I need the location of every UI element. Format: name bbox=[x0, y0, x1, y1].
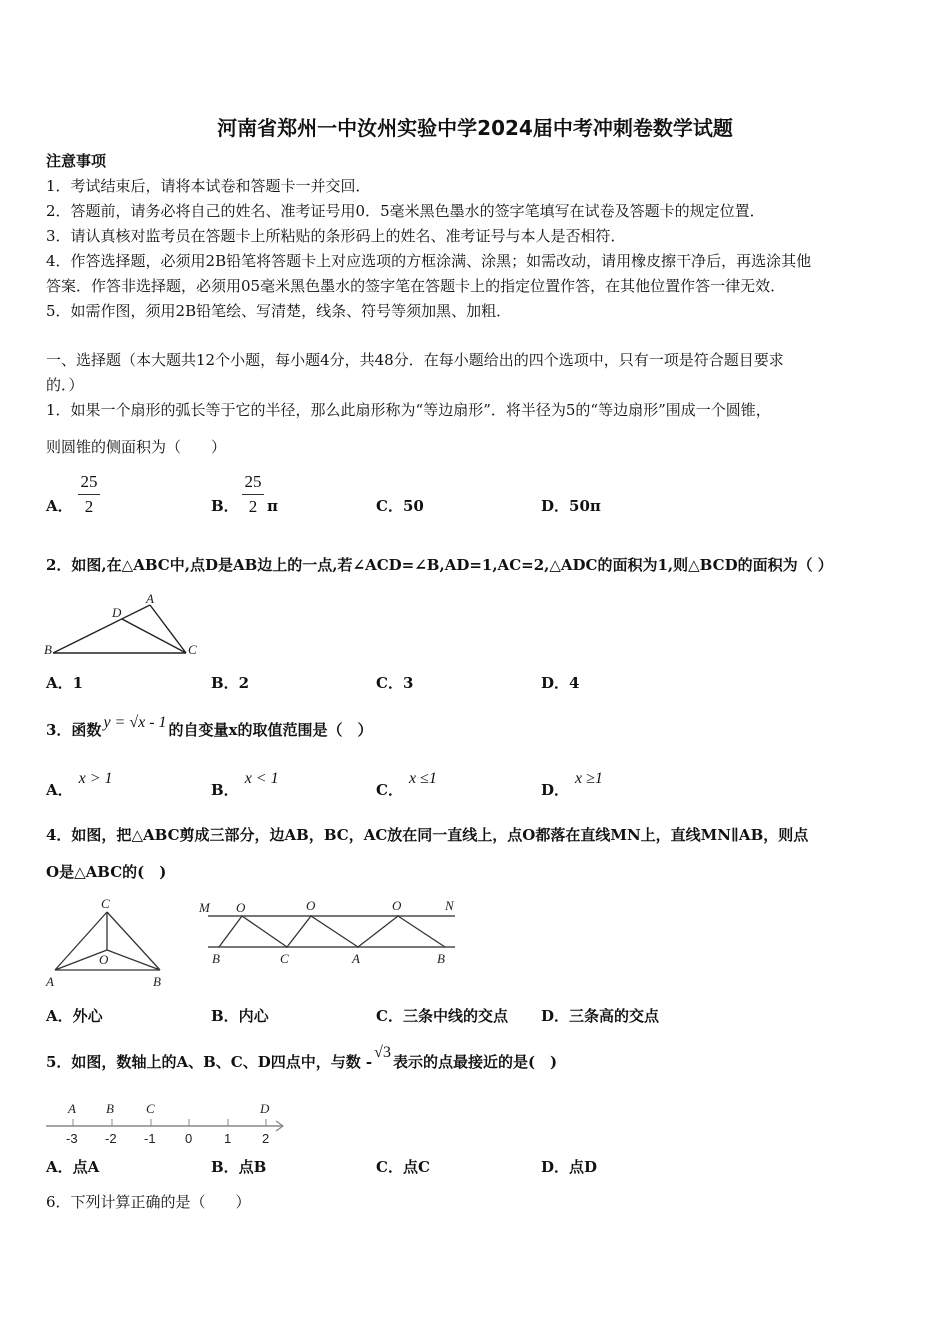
tick-label: -1 bbox=[144, 1131, 156, 1146]
label-o: O bbox=[236, 900, 246, 915]
label-c: C bbox=[101, 896, 110, 911]
q5-prefix: 5．如图，数轴上的A、B、C、D四点中，与数 - bbox=[46, 1053, 373, 1071]
notes-heading: 注意事项 bbox=[46, 152, 107, 170]
q5-number-line bbox=[40, 1095, 300, 1150]
question-3 bbox=[46, 714, 373, 741]
q3-option-b bbox=[211, 770, 279, 801]
option-value: x ≥1 bbox=[575, 770, 603, 787]
q4-option-a: A．外心 bbox=[46, 1007, 103, 1025]
label-b: B bbox=[212, 951, 220, 966]
q3-suffix: 的自变量x的取值范围是（ ） bbox=[168, 721, 373, 739]
question-4-cont: O是△ABC的( ) bbox=[46, 863, 167, 881]
option-letter: D． bbox=[541, 781, 570, 799]
q4-line-figure bbox=[190, 890, 470, 980]
tick-label: -3 bbox=[66, 1131, 78, 1146]
q1-option-c: C．50 bbox=[376, 497, 424, 515]
q3-formula: y = √x - 1 bbox=[103, 714, 167, 731]
q5-suffix: 表示的点最接近的是( ) bbox=[392, 1053, 558, 1071]
q2-option-d: D．4 bbox=[541, 674, 580, 692]
q3-option-a bbox=[46, 770, 113, 801]
point-c: C bbox=[146, 1101, 155, 1116]
q5-option-c: C．点C bbox=[376, 1158, 430, 1176]
label-b: B bbox=[437, 951, 445, 966]
q2-option-a: A．1 bbox=[46, 674, 84, 692]
numerator: 25 bbox=[80, 472, 98, 491]
tick-label: -2 bbox=[105, 1131, 117, 1146]
option-value: x < 1 bbox=[244, 770, 279, 787]
label-o: O bbox=[392, 898, 402, 913]
label-c: C bbox=[280, 951, 289, 966]
label-b: B bbox=[44, 642, 52, 657]
tick-label: 2 bbox=[262, 1131, 270, 1146]
q5-radical: √3 bbox=[374, 1044, 391, 1061]
point-a: A bbox=[68, 1101, 76, 1116]
label-a: A bbox=[146, 591, 154, 606]
q1-option-b: B． bbox=[211, 497, 239, 515]
note-item: 1．考试结束后，请将本试卷和答题卡一并交回． bbox=[46, 177, 371, 195]
q4-triangle-figure bbox=[40, 890, 180, 990]
note-item: 5．如需作图，须用2B铅笔绘、写清楚，线条、符号等须加黑、加粗． bbox=[46, 302, 512, 320]
label-o: O bbox=[306, 898, 316, 913]
option-value: x ≤1 bbox=[408, 770, 437, 787]
note-item: 答案．作答非选择题，必须用05毫米黑色墨水的签字笔在答题卡上的指定位置作答，在其他位置作答一律无效． bbox=[46, 277, 786, 295]
option-letter: B． bbox=[211, 781, 239, 799]
point-d: D bbox=[260, 1101, 270, 1116]
denominator: 2 bbox=[84, 497, 94, 516]
q4-option-c: C．三条中线的交点 bbox=[376, 1007, 508, 1025]
note-item: 3．请认真核对监考员在答题卡上所粘贴的条形码上的姓名、准考证号与本人是否相符． bbox=[46, 227, 626, 245]
label-b: B bbox=[153, 974, 161, 989]
label-c: C bbox=[188, 642, 197, 657]
option-letter: A． bbox=[46, 781, 73, 799]
tick-label: 0 bbox=[185, 1131, 193, 1146]
question-4: 4．如图，把△ABC剪成三部分，边AB，BC，AC放在同一直线上，点O都落在直线MN上，直线MN∥AB，则点 bbox=[46, 826, 809, 844]
q5-option-d: D．点D bbox=[541, 1158, 598, 1176]
q2-option-b: B．2 bbox=[211, 674, 250, 692]
q5-option-a: A．点A bbox=[46, 1158, 100, 1176]
tick-label: 1 bbox=[224, 1131, 232, 1146]
option-value: x > 1 bbox=[78, 770, 113, 787]
page-title: 河南省郑州一中汝州实验中学2024届中考冲刺卷数学试题 bbox=[217, 116, 733, 140]
q4-option-b: B．内心 bbox=[211, 1007, 269, 1025]
label-n: N bbox=[445, 898, 454, 913]
q4-option-d: D．三条高的交点 bbox=[541, 1007, 660, 1025]
denominator: 2 bbox=[248, 497, 258, 516]
point-b: B bbox=[106, 1101, 114, 1116]
q1-fraction-a bbox=[78, 472, 100, 517]
q3-option-d bbox=[541, 770, 603, 801]
q2-option-c: C．3 bbox=[376, 674, 414, 692]
q3-option-c bbox=[376, 770, 437, 801]
q1-fraction-b bbox=[242, 472, 264, 517]
option-letter: C． bbox=[376, 781, 403, 799]
label-a: A bbox=[352, 951, 360, 966]
fraction-bar bbox=[78, 494, 100, 495]
q1-pi: π bbox=[267, 497, 278, 515]
question-2: 2．如图,在△ABC中,点D是AB边上的一点,若∠ACD=∠B,AD=1,AC=2,△ADC的面积为1,则△BCD的面积为（ ） bbox=[46, 556, 833, 574]
section-heading-cont: 的．） bbox=[46, 376, 84, 394]
label-a: A bbox=[46, 974, 54, 989]
q1-option-d: D．50π bbox=[541, 497, 601, 515]
question-1-cont: 则圆锥的侧面积为（ ） bbox=[46, 438, 227, 456]
note-item: 4．作答选择题，必须用2B铅笔将答题卡上对应选项的方框涂满、涂黑；如需改动，请用橡皮擦干净后，再选涂其他 bbox=[46, 252, 812, 270]
question-5 bbox=[46, 1044, 558, 1073]
q2-triangle-figure bbox=[40, 590, 240, 660]
label-o: O bbox=[99, 952, 109, 967]
label-m: M bbox=[199, 900, 210, 915]
label-d: D bbox=[112, 605, 122, 620]
q1-option-a: A． bbox=[46, 497, 73, 515]
q3-prefix: 3．函数 bbox=[46, 721, 102, 739]
numerator: 25 bbox=[244, 472, 262, 491]
section-heading: 一、选择题（本大题共12个小题，每小题4分，共48分．在每小题给出的四个选项中，只有一项是符合题目要求 bbox=[46, 351, 784, 369]
question-1: 1．如果一个扇形的弧长等于它的半径，那么此扇形称为“等边扇形”．将半径为5的“等边扇形”围成一个圆锥， bbox=[46, 401, 771, 419]
q5-option-b: B．点B bbox=[211, 1158, 267, 1176]
fraction-bar bbox=[242, 494, 264, 495]
note-item: 2．答题前，请务必将自己的姓名、准考证号用0．5毫米黑色墨水的签字笔填写在试卷及答题卡的规定位置． bbox=[46, 202, 765, 220]
question-6: 6．下列计算正确的是（ ） bbox=[46, 1193, 251, 1211]
